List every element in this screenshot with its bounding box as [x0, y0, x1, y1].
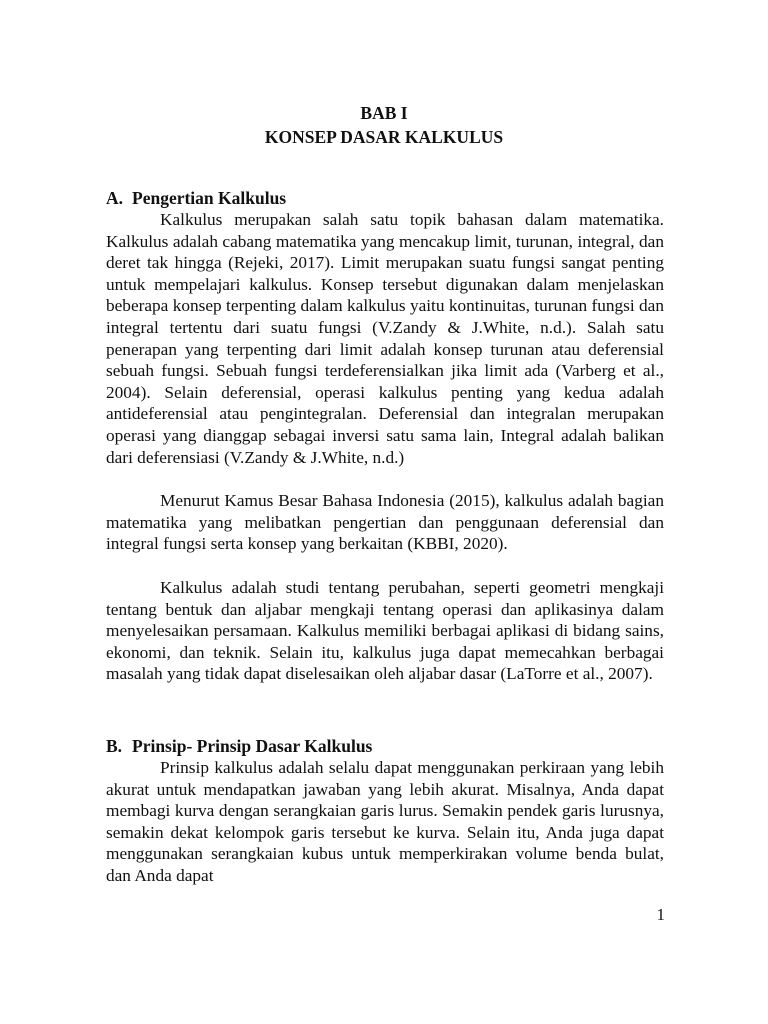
- paragraph: Prinsip kalkulus adalah selalu dapat menggunakan perkiraan yang lebih akurat untuk mendapatkan jawaban yang lebih akurat. Misalnya, Anda dapat membagi kurva dengan serangkaian garis lurus. Semakin pendek garis lurusnya, semakin dekat kelompok garis tersebut ke kurva. Selain itu, Anda juga dapat menggunakan serangkaian kubus untuk memperkirakan volume benda bulat, dan Anda dapat: [106, 758, 664, 885]
- chapter-heading: [0, 101, 768, 149]
- section-marker: A.: [106, 188, 124, 208]
- paragraph: Menurut Kamus Besar Bahasa Indonesia (2015), kalkulus adalah bagian matematika yang melibatkan pengertian dan penggunaan deferensial dan integral fungsi serta konsep yang berkaitan (KBBI, 2020).: [106, 491, 664, 554]
- chapter-title: KONSEP DASAR KALKULUS: [264, 127, 504, 147]
- section-marker: B.: [106, 736, 123, 756]
- paragraph: Kalkulus merupakan salah satu topik bahasan dalam matematika. Kalkulus adalah cabang matematika yang mencakup limit, turunan, integral, dan deret tak hingga (Rejeki, 2017). Limit merupakan suatu fungsi sangat penting untuk mempelajari kalkulus. Konsep tersebut digunakan dalam menjelaskan beberapa konsep terpenting dalam kalkulus yaitu kontinuitas, turunan fungsi dan integral tertentu dari suatu fungsi (V.Zandy & J.White, n.d.). Salah satu penerapan yang terpenting dari limit adalah konsep turunan atau deferensial sebuah fungsi. Sebuah fungsi terdeferensialkan jika limit ada (Varberg et al., 2004). Selain deferensial, operasi kalkulus penting yang kedua adalah antideferensial atau pengintegralan. Deferensial dan integralan merupakan operasi yang dianggap sebagai inversi satu sama lain, Integral adalah balikan dari deferensiasi (V.Zandy & J.White, n.d.): [106, 210, 664, 467]
- page-number: 1: [656, 905, 665, 924]
- section-heading-a: [106, 187, 666, 209]
- section-title: Pengertian Kalkulus: [132, 188, 287, 208]
- paragraph: Kalkulus adalah studi tentang perubahan, seperti geometri mengkaji tentang bentuk dan aljabar mengkaji tentang operasi dan aplikasinya dalam menyelesaikan persamaan. Kalkulus memiliki berbagai aplikasi di bidang sains, ekonomi, dan teknik. Selain itu, kalkulus juga dapat memecahkan berbagai masalah yang tidak dapat diselesaikan oleh aljabar dasar (LaTorre et al., 2007).: [106, 578, 664, 684]
- section-heading-b: [106, 735, 666, 757]
- section-title: Prinsip- Prinsip Dasar Kalkulus: [132, 736, 373, 756]
- chapter-number: BAB I: [360, 103, 408, 123]
